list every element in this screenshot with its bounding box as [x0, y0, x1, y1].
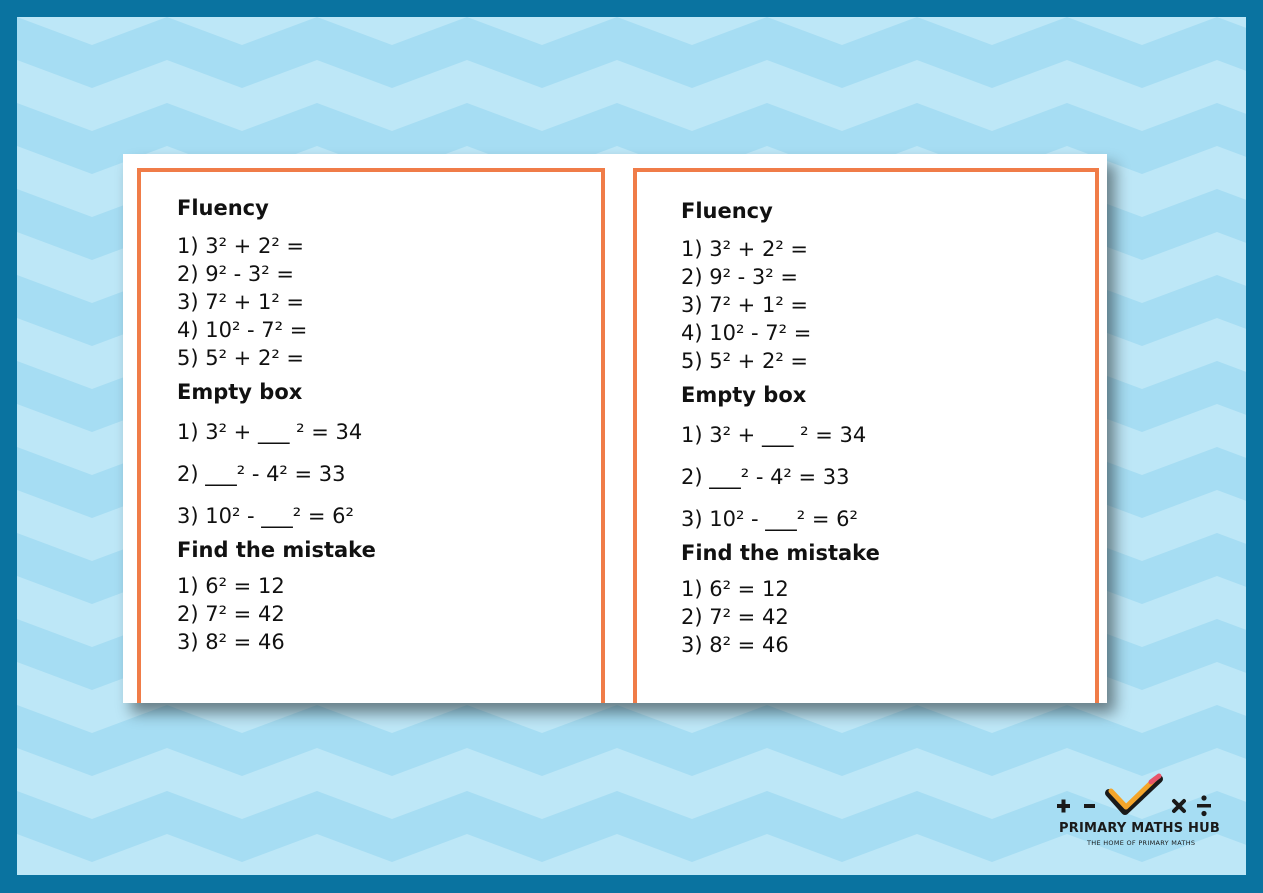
mistake-question: 2) 7² = 42 [177, 602, 285, 626]
fluency-question: 2) 9² - 3² = [681, 265, 798, 289]
minus-icon [1084, 804, 1095, 808]
fluency-question: 1) 3² + 2² = [177, 234, 305, 258]
fluency-heading: Fluency [681, 199, 773, 223]
chevron-background [17, 17, 1246, 875]
fluency-heading: Fluency [177, 196, 269, 220]
check-icon [1109, 776, 1159, 811]
mistake-question: 1) 6² = 12 [177, 574, 285, 598]
plus-icon [1057, 800, 1070, 813]
primary-maths-hub-logo [1047, 773, 1237, 853]
fluency-question: 3) 7² + 1² = [681, 293, 809, 317]
logo-tagline: THE HOME OF PRIMARY MATHS [1087, 839, 1196, 847]
empty-box-question: 2) ___² - 4² = 33 [681, 465, 850, 489]
worksheet-card-left [137, 168, 605, 703]
mistake-question: 3) 8² = 46 [681, 633, 789, 657]
worksheet-card-right [633, 168, 1099, 703]
fluency-question: 1) 3² + 2² = [681, 237, 809, 261]
empty-box-question: 3) 10² - ___² = 6² [681, 507, 858, 531]
empty-box-heading: Empty box [681, 383, 807, 407]
divide-icon [1197, 795, 1211, 816]
fluency-question: 3) 7² + 1² = [177, 290, 305, 314]
find-mistake-heading: Find the mistake [681, 541, 880, 565]
empty-box-question: 3) 10² - ___² = 6² [177, 504, 354, 528]
empty-box-question: 1) 3² + ___ ² = 34 [681, 423, 867, 447]
fluency-question: 5) 5² + 2² = [681, 349, 809, 373]
mistake-question: 1) 6² = 12 [681, 577, 789, 601]
empty-box-question: 2) ___² - 4² = 33 [177, 462, 346, 486]
fluency-question: 5) 5² + 2² = [177, 346, 305, 370]
times-icon [1174, 801, 1184, 811]
worksheet-preview [123, 154, 1107, 703]
empty-box-question: 1) 3² + ___ ² = 34 [177, 420, 363, 444]
fluency-question: 4) 10² - 7² = [681, 321, 812, 345]
mistake-question: 2) 7² = 42 [681, 605, 789, 629]
logo-operators [1047, 773, 1237, 819]
mistake-question: 3) 8² = 46 [177, 630, 285, 654]
empty-box-heading: Empty box [177, 380, 303, 404]
fluency-question: 4) 10² - 7² = [177, 318, 308, 342]
find-mistake-heading: Find the mistake [177, 538, 376, 562]
logo-brand-text: PRIMARY MATHS HUB [1059, 821, 1220, 836]
fluency-question: 2) 9² - 3² = [177, 262, 294, 286]
